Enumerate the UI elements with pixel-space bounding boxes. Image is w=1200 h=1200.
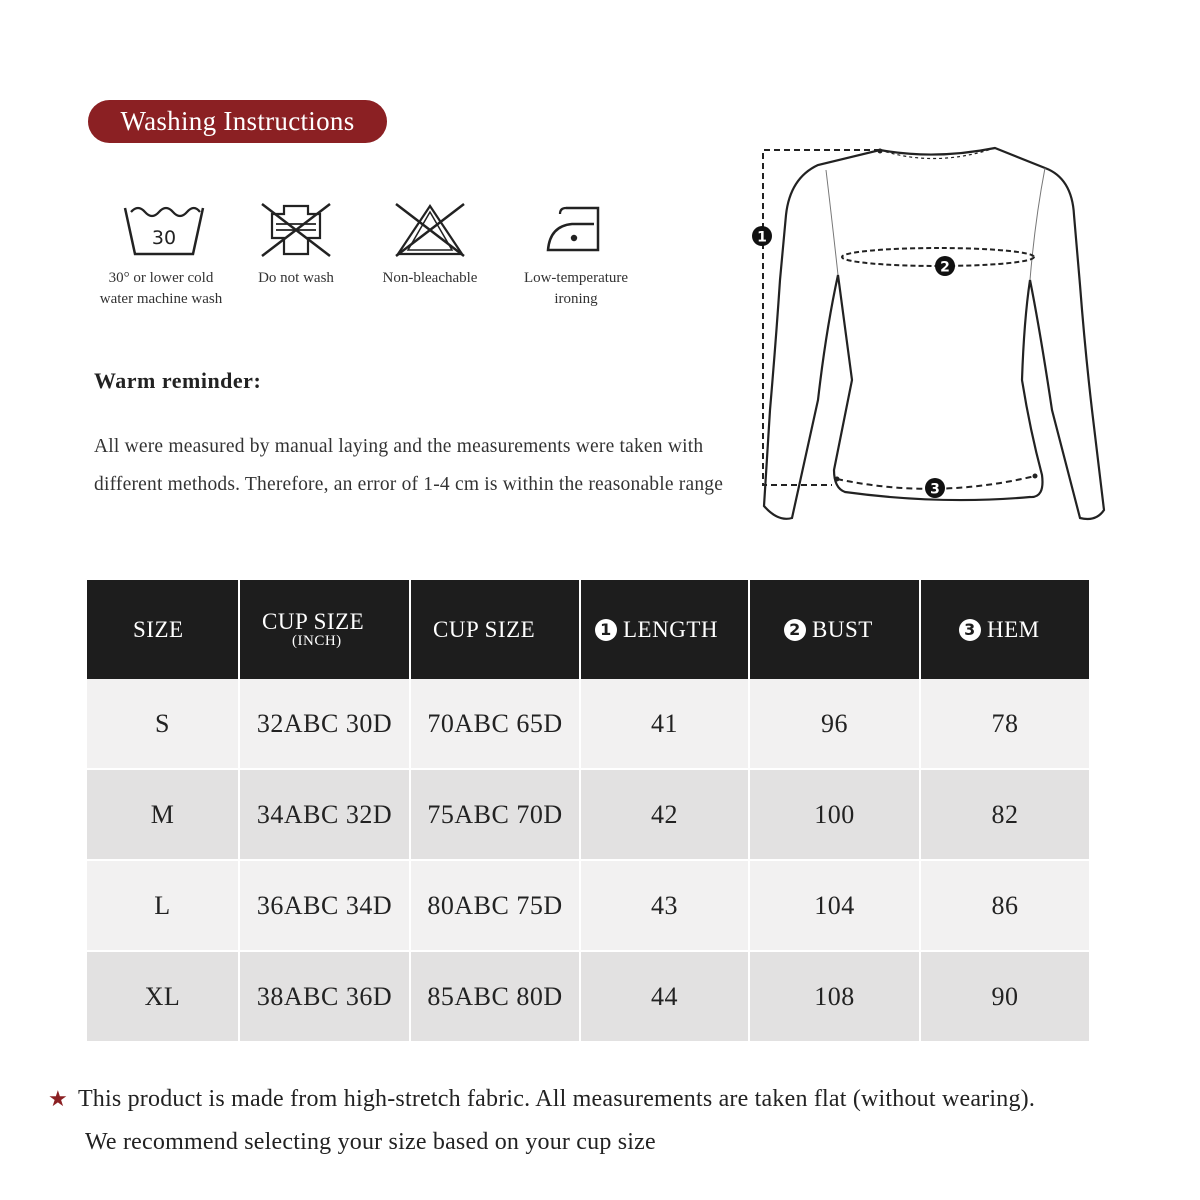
size-table-header [87,580,1089,679]
cell-size: S [87,679,239,769]
cell-cup: 70ABC 65D [410,679,580,769]
table-row [87,679,1089,769]
cell-length: 44 [580,951,749,1042]
washing-instructions-badge: Washing Instructions [88,100,387,143]
cell-size: XL [87,951,239,1042]
cell-bust: 100 [749,769,920,860]
bust-number-icon: 2 [784,619,806,641]
table-row [87,860,1089,951]
cell-hem: 78 [920,679,1089,769]
note-line2: We recommend selecting your size based on your cup size [85,1129,656,1155]
table-row [87,951,1089,1042]
cell-cup: 85ABC 80D [410,951,580,1042]
size-table [87,580,1089,1043]
cell-size: M [87,769,239,860]
wash-temp-value: 30 [151,227,177,249]
cell-bust: 104 [749,860,920,951]
cell-bust: 108 [749,951,920,1042]
hem-number-icon: 3 [959,619,981,641]
cell-bust: 96 [749,679,920,769]
marker-hem [925,478,945,498]
header-cup-size-inch: CUP SIZE (INCH) [239,580,410,679]
non-bleach-label: Non-bleachable [382,270,478,286]
table-row [87,769,1089,860]
svg-text:3: 3 [930,481,940,498]
header-bust: 2 BUST [749,580,920,679]
length-number-icon: 1 [595,619,617,641]
note-line1: This product is made from high-stretch fabric. All measurements are taken flat (without wearing). [77,1086,1036,1112]
svg-text:1: 1 [757,229,767,246]
cell-hem: 82 [920,769,1089,860]
svg-text:2: 2 [940,259,950,276]
low-iron-label: Low-temperature ironing [523,270,629,307]
cell-length: 43 [580,860,749,951]
cell-cup: 80ABC 75D [410,860,580,951]
wash-30-label: 30° or lower cold water machine wash [99,270,223,307]
do-not-wash-icon [226,200,366,264]
header-hem: 3 HEM [920,580,1089,679]
do-not-wash-label: Do not wash [258,270,334,286]
garment-diagram [745,135,1125,530]
cell-length: 42 [580,769,749,860]
cell-hem: 90 [920,951,1089,1042]
header-length: 1 LENGTH [580,580,749,679]
marker-length [752,226,772,246]
star-icon: ★ [48,1087,68,1112]
cell-cup: 75ABC 70D [410,769,580,860]
non-bleach-icon [360,200,500,264]
header-size: SIZE [87,580,239,679]
reminder-text: All were measured by manual laying and the measurements were taken with different methods. Therefore, an error of 1-4 cm is within the reasonable range [94,436,724,495]
marker-bust [935,256,955,276]
cell-cup-inch: 34ABC 32D [239,769,410,860]
cell-size: L [87,860,239,951]
header-cup-size: CUP SIZE [410,580,580,679]
fabric-note [48,1078,1178,1163]
cell-length: 41 [580,679,749,769]
cell-hem: 86 [920,860,1089,951]
cell-cup-inch: 38ABC 36D [239,951,410,1042]
reminder-title: Warm reminder: [94,368,262,393]
cell-cup-inch: 36ABC 34D [239,860,410,951]
cell-cup-inch: 32ABC 30D [239,679,410,769]
wash-30-icon [94,200,234,264]
low-iron-icon [506,200,646,264]
